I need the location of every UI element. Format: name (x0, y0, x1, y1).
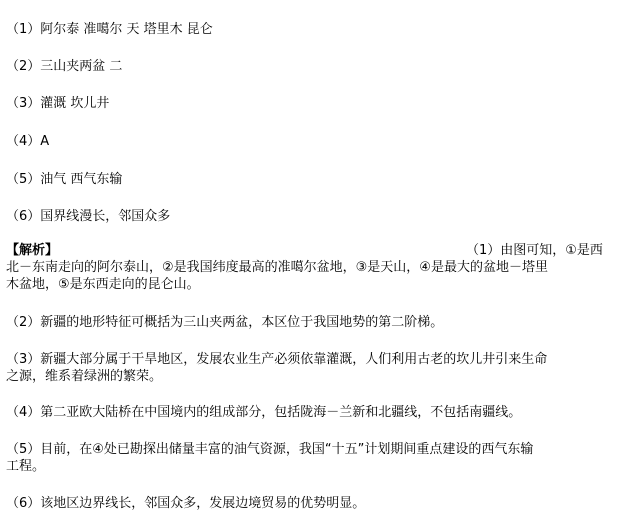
analysis-p1-line2: 北－东南走向的阿尔泰山，②是我国纬度最高的准噶尔盆地，③是天山，④是最大的盆地－塔里 (6, 260, 548, 275)
answer-6: （6）国界线漫长，邻国众多 (6, 209, 171, 224)
analysis-heading: 【解析】 (6, 243, 59, 258)
answer-4: （4）A (6, 134, 50, 149)
answer-2: （2）三山夹两盆 二 (6, 59, 123, 74)
analysis-p3-line2: 之源，维系着绿洲的繁荣。 (6, 369, 163, 384)
answer-3: （3）灌溉 坎儿井 (6, 96, 110, 111)
analysis-p2: （2）新疆的地形特征可概括为三山夹两盆，本区位于我国地势的第二阶梯。 (6, 315, 444, 330)
analysis-p3-line1: （3）新疆大部分属于干旱地区，发展农业生产必须依靠灌溉，人们利用古老的坎儿井引来生命 (6, 352, 548, 367)
analysis-p4: （4）第二亚欧大陆桥在中国境内的组成部分，包括陇海－兰新和北疆线，不包括南疆线。 (6, 405, 522, 420)
analysis-p5-line1: （5）目前，在④处已勘探出储量丰富的油气资源，我国“十五”计划期间重点建设的西气东输 (6, 442, 534, 457)
analysis-p1-line1: （1）由图可知，①是西 (466, 243, 603, 258)
answer-5: （5）油气 西气东输 (6, 172, 123, 187)
answer-1: （1）阿尔泰 准噶尔 天 塔里木 昆仑 (6, 22, 213, 37)
analysis-p1-line3: 木盆地，⑤是东西走向的昆仑山。 (6, 277, 200, 292)
analysis-p6: （6）该地区边界线长，邻国众多，发展边境贸易的优势明显。 (6, 496, 366, 511)
analysis-p5-line2: 工程。 (6, 459, 46, 474)
